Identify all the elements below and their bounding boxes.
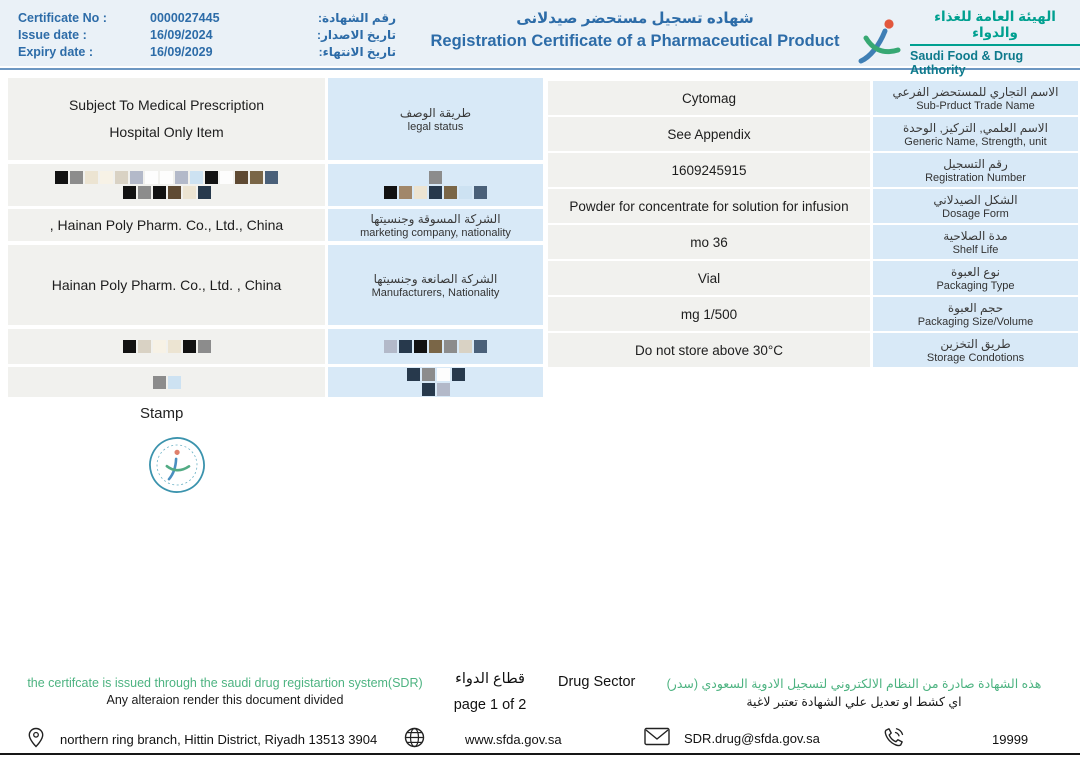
legal-status-label-en: legal status (407, 120, 464, 133)
meta-row-issue-date (18, 28, 396, 44)
table-row-packaging-size (548, 297, 1078, 331)
table-row-registration-number (548, 153, 1078, 187)
certificate-no-label: Certificate No : (18, 11, 107, 25)
redacted-value (8, 329, 325, 364)
redacted-label (328, 164, 543, 206)
footer-phone (882, 727, 1028, 752)
storage-conditions-label-ar: طريق التخزين (940, 336, 1011, 351)
footer-address-text: northern ring branch, Hittin District, Riyadh 13513 3904 (60, 732, 378, 747)
registration-number-label (873, 153, 1078, 187)
redacted-label (328, 329, 543, 364)
table-row-storage-conditions (548, 333, 1078, 367)
certificate-meta (18, 11, 396, 62)
storage-conditions-label-en: Storage Condotions (926, 351, 1025, 364)
table-row-redacted-3 (8, 367, 543, 397)
footer-website (404, 727, 562, 751)
legal-status-line1: Subject To Medical Prescription (68, 97, 265, 114)
manufacturer-value: Hainan Poly Pharm. Co., Ltd. , China (8, 245, 325, 325)
redacted-label (328, 367, 543, 397)
registration-number-label-en: Registration Number (925, 171, 1026, 184)
note-sdr-english: the certifcate is issued through the saudi drug registartion system(SDR) (27, 676, 423, 690)
footer-email-text: SDR.drug@sfda.gov.sa (684, 730, 820, 746)
meta-row-expiry-date (18, 45, 396, 61)
issue-date-value: 16/09/2024 (150, 28, 213, 42)
generic-name-value: See Appendix (548, 117, 870, 151)
storage-conditions-label (873, 333, 1078, 367)
marketing-company-label (328, 209, 543, 241)
trade-name-value: Cytomag (548, 81, 870, 115)
legal-status-label (328, 78, 543, 160)
envelope-icon (644, 727, 670, 749)
trade-name-label-en: Sub-Prduct Trade Name (916, 99, 1035, 112)
trade-name-label-ar: الاسم التجاري للمستحضر الفرعي (892, 84, 1059, 99)
shelf-life-label-ar: مدة الصلاحية (943, 228, 1008, 243)
document-title (420, 9, 850, 51)
redacted-value (8, 164, 325, 206)
drug-sector-english: Drug Sector (558, 674, 636, 690)
expiry-date-label: Expiry date : (18, 45, 94, 59)
packaging-type-label-en: Packaging Type (936, 279, 1015, 292)
phone-icon (882, 727, 904, 752)
sfda-runner-icon (856, 16, 902, 71)
expiry-date-label-ar: تاريخ الانتهاء: (318, 45, 396, 59)
footer-email (644, 727, 820, 749)
generic-name-label-en: Generic Name, Strength, unit (904, 135, 1047, 148)
table-row-manufacturer (8, 245, 543, 325)
packaging-type-value: Vial (548, 261, 870, 295)
manufacturer-label (328, 245, 543, 325)
dosage-form-label-ar: الشكل الصيدلاني (933, 192, 1018, 207)
meta-row-certificate-no (18, 11, 396, 27)
trade-name-label (873, 81, 1078, 115)
authority-name-arabic: الهيئة العامة للغذاء والدواء (910, 9, 1080, 46)
table-row-marketing-company (8, 209, 543, 241)
issue-date-label: Issue date : (18, 28, 87, 42)
footer-website-text: www.sfda.gov.sa (465, 731, 562, 747)
packaging-size-label (873, 297, 1078, 331)
table-row-redacted-2 (8, 329, 543, 364)
marketing-company-label-en: marketing company, nationality (360, 226, 511, 239)
registration-number-value: 1609245915 (548, 153, 870, 187)
expiry-date-value: 16/09/2029 (150, 45, 213, 59)
sfda-logo (856, 9, 1080, 77)
packaging-type-label (873, 261, 1078, 295)
footer-address (26, 727, 377, 752)
left-details-table (8, 78, 543, 397)
dosage-form-label (873, 189, 1078, 223)
certificate-no-label-ar: رقم الشهادة: (317, 11, 396, 25)
shelf-life-label-en: Shelf Life (952, 243, 999, 256)
footer-rule (0, 753, 1080, 755)
packaging-size-label-ar: حجم العبوة (947, 300, 1004, 315)
generic-name-label-ar: الاسم العلمي, التركيز, الوحدة (903, 120, 1048, 135)
note-alteration-arabic: اي كشط او تعديل علي الشهادة تعتبر لاغية (746, 695, 962, 709)
storage-conditions-value: Do not store above 30°C (548, 333, 870, 367)
shelf-life-label (873, 225, 1078, 259)
note-alteration-english: Any alteraion render this document divided (106, 693, 344, 707)
manufacturer-label-en: Manufacturers, Nationality (371, 286, 500, 299)
packaging-type-label-ar: نوع العبوة (951, 264, 1000, 279)
table-row-legal-status (8, 78, 543, 160)
table-row-trade-name (548, 81, 1078, 115)
generic-name-label (873, 117, 1078, 151)
stamp-seal-icon (148, 436, 206, 494)
manufacturer-label-ar: الشركة الصانعة وجنسيتها (373, 271, 498, 286)
dosage-form-value: Powder for concentrate for solution for infusion (548, 189, 870, 223)
marketing-company-label-ar: الشركة المسوقة وجنسيتها (370, 211, 501, 226)
packaging-size-label-en: Packaging Size/Volume (917, 315, 1034, 328)
document-title-english: Registration Certificate of a Pharmaceutical Product (430, 32, 840, 50)
right-details-table (548, 81, 1078, 367)
shelf-life-value: mo 36 (548, 225, 870, 259)
legal-status-value (8, 78, 325, 160)
note-sdr-arabic: هذه الشهادة صادرة من النظام الالكتروني لتسجيل الادوية السعودي (سدر) (666, 677, 1042, 691)
packaging-size-value: mg 1/500 (548, 297, 870, 331)
page-indicator: page 1 of 2 (453, 697, 527, 713)
stamp-heading: Stamp (140, 405, 184, 422)
table-row-generic-name (548, 117, 1078, 151)
marketing-company-value: , Hainan Poly Pharm. Co., Ltd., China (8, 209, 325, 241)
redacted-value (8, 367, 325, 397)
footer-phone-text: 19999 (992, 732, 1029, 747)
legal-status-line2: Hospital Only Item (109, 124, 224, 140)
issue-date-label-ar: تاريخ الاصدار: (316, 28, 396, 42)
globe-icon (404, 727, 425, 751)
sfda-logo-text (910, 9, 1080, 77)
drug-sector-arabic: قطاع الدواء (455, 671, 525, 687)
document-title-arabic: شهاده تسجيل مستحضر صيدلانى (516, 10, 754, 27)
authority-name-english: Saudi Food & Drug Authority (910, 49, 1024, 77)
table-row-packaging-type (548, 261, 1078, 295)
legal-status-label-ar: طريقة الوصف (399, 105, 472, 120)
location-pin-icon (26, 727, 46, 752)
table-row-redacted-1 (8, 164, 543, 206)
certificate-no-value: 0000027445 (150, 11, 220, 25)
table-row-dosage-form (548, 189, 1078, 223)
registration-number-label-ar: رقم التسجيل (943, 156, 1008, 171)
table-row-shelf-life (548, 225, 1078, 259)
dosage-form-label-en: Dosage Form (942, 207, 1009, 220)
